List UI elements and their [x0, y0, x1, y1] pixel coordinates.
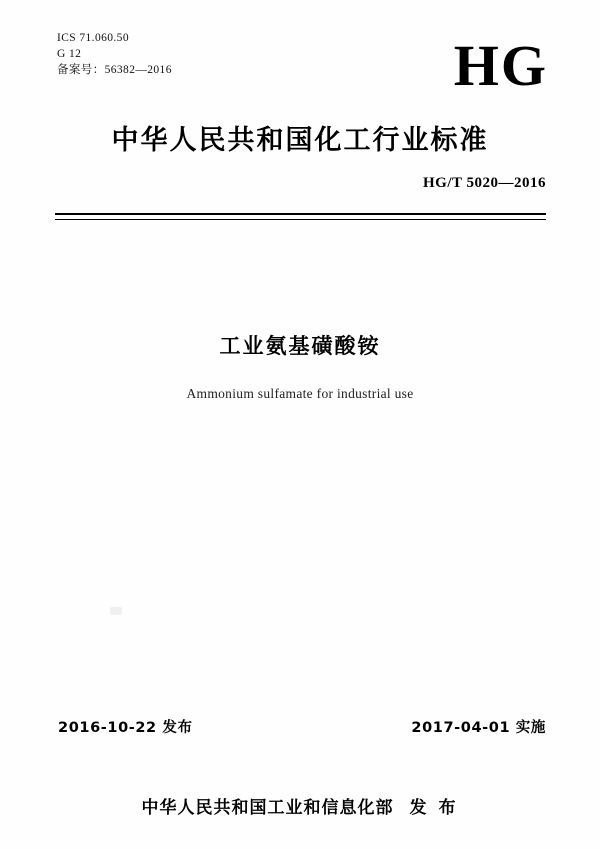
- classification-code: G 12: [57, 48, 82, 60]
- issuer-name: 中华人民共和国工业和信息化部: [141, 798, 394, 818]
- issuer-line: [0, 793, 600, 818]
- metadata-block: [57, 30, 172, 78]
- page-smudge-mark: [110, 607, 122, 615]
- issuer-publish-label: 发 布: [409, 798, 459, 818]
- standard-series-title: 中华人民共和国化工行业标准: [111, 125, 489, 156]
- hg-logo: HG: [453, 33, 548, 98]
- implementation-date: 2017-04-01 实施: [411, 720, 546, 736]
- divider-thick: [55, 213, 546, 215]
- divider-thin: [55, 219, 546, 220]
- issue-date: 2016-10-22 发布: [58, 720, 193, 736]
- standard-number: HG/T 5020—2016: [423, 175, 546, 191]
- page-subtitle-english: Ammonium sulfamate for industrial use: [186, 386, 414, 401]
- dates-row: [58, 716, 546, 737]
- ics-code: ICS 71.060.50: [57, 32, 129, 44]
- record-number: 备案号：56382—2016: [57, 64, 172, 76]
- page-title: 工业氨基磺酸铵: [219, 334, 381, 358]
